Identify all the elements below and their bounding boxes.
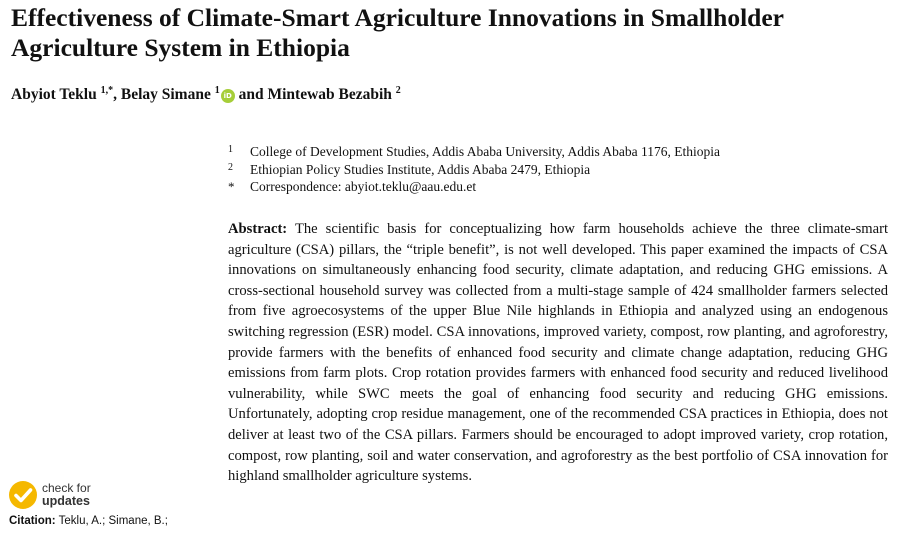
abstract-text: The scientific basis for conceptualizing how farm households achieve the three climate-smart agriculture (CSA) pillars, the “triple benefit”, is not well developed. This paper examined the impacts of CSA innovations on simultaneously enhancing food security, climate adaptation, and reducing GHG emissions. A cross-sectional household survey was collected from a multi-stage sample of 424 smallholder farmers selected from five agroecosystems of the upper Blue Nile highlands in Ethiopia and analyzed using an endogenous switching regression (ESR) model. CSA innovations, improved variety, compost, row planting, and agroforestry, provide farmers with the benefits of enhanced food security and climate change adaptation, reducing GHG emissions from farm plots. Crop rotation provides farmers with enhanced food security and reduced livelihood vulnerability, while SWC meets the goal of enhancing food security and reducing GHG emissions. Unfortunately, adopting crop residue management, one of the recommended CSA practices in Ethiopia, does not deliver at least two of the CSA pillars. Farmers should be encouraged to adopt improved variety, crop rotation, compost, row planting, soil and water conservation, and agroforestry as the best portfolio of CSA innovation for highland smallholder agriculture systems. <box>228 221 888 485</box>
affiliations <box>228 144 720 197</box>
affiliation-marker: 2 <box>228 161 233 173</box>
check-for-updates-label <box>42 482 91 508</box>
author-name: Belay Simane <box>120 86 211 103</box>
author-name: Mintewab Bezabih <box>267 86 392 103</box>
affiliation-marker: 1 <box>228 144 233 155</box>
correspondence-item <box>228 179 720 197</box>
check-line-2: updates <box>42 494 90 508</box>
author-name: Abyiot Teklu <box>11 86 97 103</box>
abstract <box>228 219 888 487</box>
affiliation-marker: * <box>228 179 235 194</box>
author-list <box>11 85 401 104</box>
checkmark-badge-icon <box>9 481 37 509</box>
check-line-1: check for <box>42 481 91 495</box>
affiliation-text: Ethiopian Policy Studies Institute, Addis Ababa 2479, Ethiopia <box>250 161 591 177</box>
author-affil-marker: 1 <box>214 85 220 96</box>
author-separator: , <box>113 86 121 103</box>
citation-text: Teklu, A.; Simane, B.; <box>58 515 168 527</box>
author-affil-marker: 1,* <box>100 85 114 96</box>
citation-label: Citation: <box>9 515 56 527</box>
abstract-label: Abstract: <box>228 221 288 237</box>
affiliation-item <box>228 144 720 162</box>
affiliation-text: College of Development Studies, Addis Ababa University, Addis Ababa 1176, Ethiopia <box>250 144 720 159</box>
paper-title: Effectiveness of Climate-Smart Agriculture Innovations in Smallholder Agriculture System in Ethiopia <box>11 3 784 62</box>
orcid-icon[interactable]: iD <box>221 89 235 103</box>
check-for-updates-button[interactable] <box>9 481 91 509</box>
correspondence-text[interactable]: Correspondence: abyiot.teklu@aau.edu.et <box>250 179 477 194</box>
author-separator: and <box>234 86 268 103</box>
citation <box>9 515 168 527</box>
author-affil-marker: 2 <box>395 85 401 96</box>
affiliation-item <box>228 162 720 180</box>
